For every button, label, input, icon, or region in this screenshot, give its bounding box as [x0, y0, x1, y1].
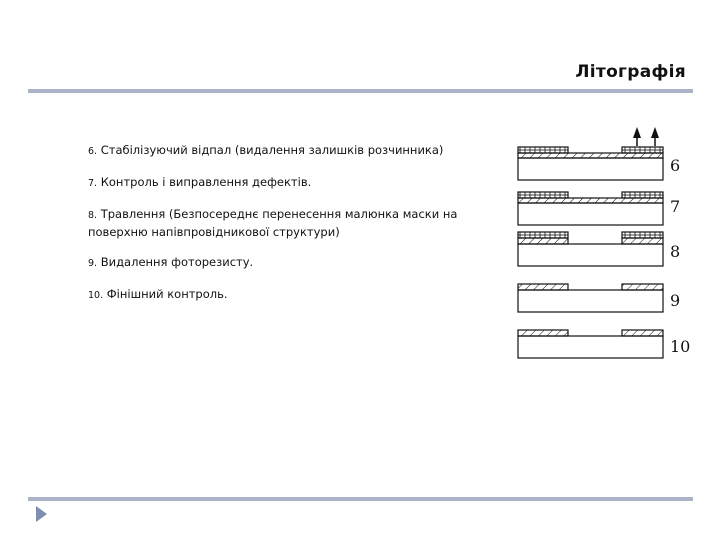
stage-label: 6	[670, 156, 681, 175]
step-number: 8.	[88, 210, 98, 221]
oxide-pad	[518, 284, 568, 290]
stage-label: 7	[670, 197, 681, 216]
photoresist	[622, 192, 663, 198]
stage-label: 10	[670, 337, 691, 356]
step-number: 10.	[88, 290, 104, 301]
step-number: 7.	[88, 178, 98, 189]
substrate	[518, 336, 663, 358]
oxide-pad	[622, 284, 663, 290]
step-text: Травлення (Безпосереднє перенесення малюнка маски на поверхню напівпровідникової структури)	[88, 207, 458, 239]
substrate	[518, 158, 663, 180]
oxide-pad	[518, 238, 568, 244]
footer-divider	[28, 497, 693, 501]
step-number: 6.	[88, 146, 98, 157]
step-text: Видалення фоторезисту.	[100, 255, 254, 269]
stage-label: 8	[670, 242, 681, 261]
oxide-pad	[518, 330, 568, 336]
substrate	[518, 244, 663, 266]
step-text: Фінішний контроль.	[106, 287, 228, 301]
photoresist	[518, 192, 568, 198]
photoresist	[518, 147, 568, 153]
photoresist	[518, 232, 568, 238]
substrate	[518, 290, 663, 312]
arrow-up-icon	[651, 127, 659, 138]
oxide-film	[518, 153, 663, 158]
page-title: Літографія	[575, 62, 686, 82]
stage-label: 9	[670, 291, 681, 310]
substrate	[518, 203, 663, 225]
step-text: Стабілізуючий відпал (видалення залишків розчинника)	[100, 143, 444, 157]
oxide-pad	[622, 238, 663, 244]
oxide-film	[518, 198, 663, 203]
step-number: 9.	[88, 258, 98, 269]
step-text: Контроль і виправлення дефектів.	[100, 175, 312, 189]
oxide-pad	[622, 330, 663, 336]
arrow-up-icon	[633, 127, 641, 138]
photoresist	[622, 232, 663, 238]
next-slide-arrow-icon[interactable]	[36, 506, 47, 522]
photoresist	[622, 147, 663, 153]
